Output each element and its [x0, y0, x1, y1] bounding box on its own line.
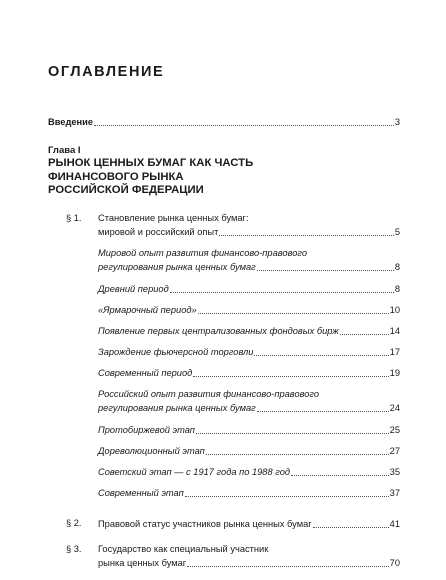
dot-leader — [257, 270, 394, 271]
toc-entry-subsection — [98, 402, 400, 415]
intro-label: Введение — [48, 117, 94, 127]
dot-leader — [257, 411, 389, 412]
chapter-title-line: РЫНОК ЦЕННЫХ БУМАГ КАК ЧАСТЬ — [48, 157, 254, 169]
dot-leader — [198, 313, 389, 314]
dot-leader — [193, 376, 388, 377]
subsection-page: 8 — [394, 262, 400, 272]
dot-leader — [94, 125, 394, 126]
chapter-title — [48, 157, 348, 198]
section-title-line: Становление рынка ценных бумаг: — [98, 213, 249, 223]
subsection-page: 37 — [389, 488, 400, 498]
toc-entry-section-1 — [98, 226, 400, 239]
chapter-title-line: ФИНАНСОВОГО РЫНКА — [48, 170, 184, 183]
toc-entry-section-2 — [98, 518, 400, 531]
subsection-title: Протобиржевой этап — [98, 425, 195, 435]
section-number: § 1. — [66, 213, 82, 223]
toc-entry-subsection — [98, 445, 400, 458]
section-title-line: мировой и российский опыт — [98, 227, 219, 237]
section-title-line: рынка ценных бумаг — [98, 558, 187, 568]
subsection-title-line: Мировой опыт развития финансово-правового — [98, 248, 308, 258]
dot-leader — [206, 454, 389, 455]
intro-page: 3 — [394, 117, 400, 127]
subsection-title-line: регулирования рынка ценных бумаг — [98, 403, 256, 413]
dot-leader — [170, 292, 394, 293]
subsection-title: Дореволюционный этап — [98, 446, 205, 456]
section-title-line: Правовой статус участников рынка ценных бумаг — [98, 519, 312, 529]
toc-entry-subsection — [98, 325, 400, 338]
subsection-title: Древний период — [98, 284, 169, 294]
toc-entry-subsection — [98, 367, 400, 380]
toc-entry-subsection — [98, 261, 400, 274]
subsection-page: 24 — [389, 403, 400, 413]
subsection-title: Появление первых централизованных фондовых бирж — [98, 326, 339, 336]
toc-entry-subsection — [98, 304, 400, 317]
section-page: 5 — [394, 227, 400, 237]
toc-entry-subsection — [98, 283, 400, 296]
chapter-label: Глава I — [48, 145, 81, 156]
toc-title: ОГЛАВЛЕНИЕ — [48, 64, 165, 80]
dot-leader — [291, 475, 389, 476]
subsection-page: 35 — [389, 467, 400, 477]
toc-entry-intro — [48, 116, 400, 129]
dot-leader — [187, 566, 388, 567]
subsection-page: 10 — [389, 305, 400, 315]
subsection-page: 19 — [389, 368, 400, 378]
subsection-title: Современный этап — [98, 488, 184, 498]
toc-entry-subsection — [98, 487, 400, 500]
section-number: § 3. — [66, 544, 82, 554]
subsection-title: «Ярмарочный период» — [98, 305, 197, 315]
section-page: 41 — [389, 519, 400, 529]
subsection-page: 14 — [389, 326, 400, 336]
dot-leader — [254, 355, 388, 356]
section-page: 70 — [389, 558, 400, 568]
toc-entry-section-3 — [98, 557, 400, 570]
dot-leader — [219, 235, 393, 236]
subsection-title: Современный период — [98, 368, 193, 378]
subsection-title: Советский этап — с 1917 года по 1988 год — [98, 467, 291, 477]
subsection-page: 25 — [389, 425, 400, 435]
subsection-page: 27 — [389, 446, 400, 456]
dot-leader — [196, 433, 389, 434]
section-title-line: Государство как специальный участник — [98, 544, 269, 554]
dot-leader — [313, 527, 389, 528]
toc-entry-subsection — [98, 346, 400, 359]
toc-entry-subsection — [98, 424, 400, 437]
section-number: § 2. — [66, 518, 82, 528]
dot-leader — [185, 496, 389, 497]
toc-entry-subsection — [98, 466, 400, 479]
subsection-title-line: Российский опыт развития финансово-правового — [98, 389, 320, 399]
chapter-title-line: РОССИЙСКОЙ ФЕДЕРАЦИИ — [48, 184, 204, 197]
subsection-page: 17 — [389, 347, 400, 357]
subsection-page: 8 — [394, 284, 400, 294]
subsection-title-line: регулирования рынка ценных бумаг — [98, 262, 256, 272]
dot-leader — [340, 334, 389, 335]
subsection-title: Зарождение фьючерсной торговли — [98, 347, 254, 357]
